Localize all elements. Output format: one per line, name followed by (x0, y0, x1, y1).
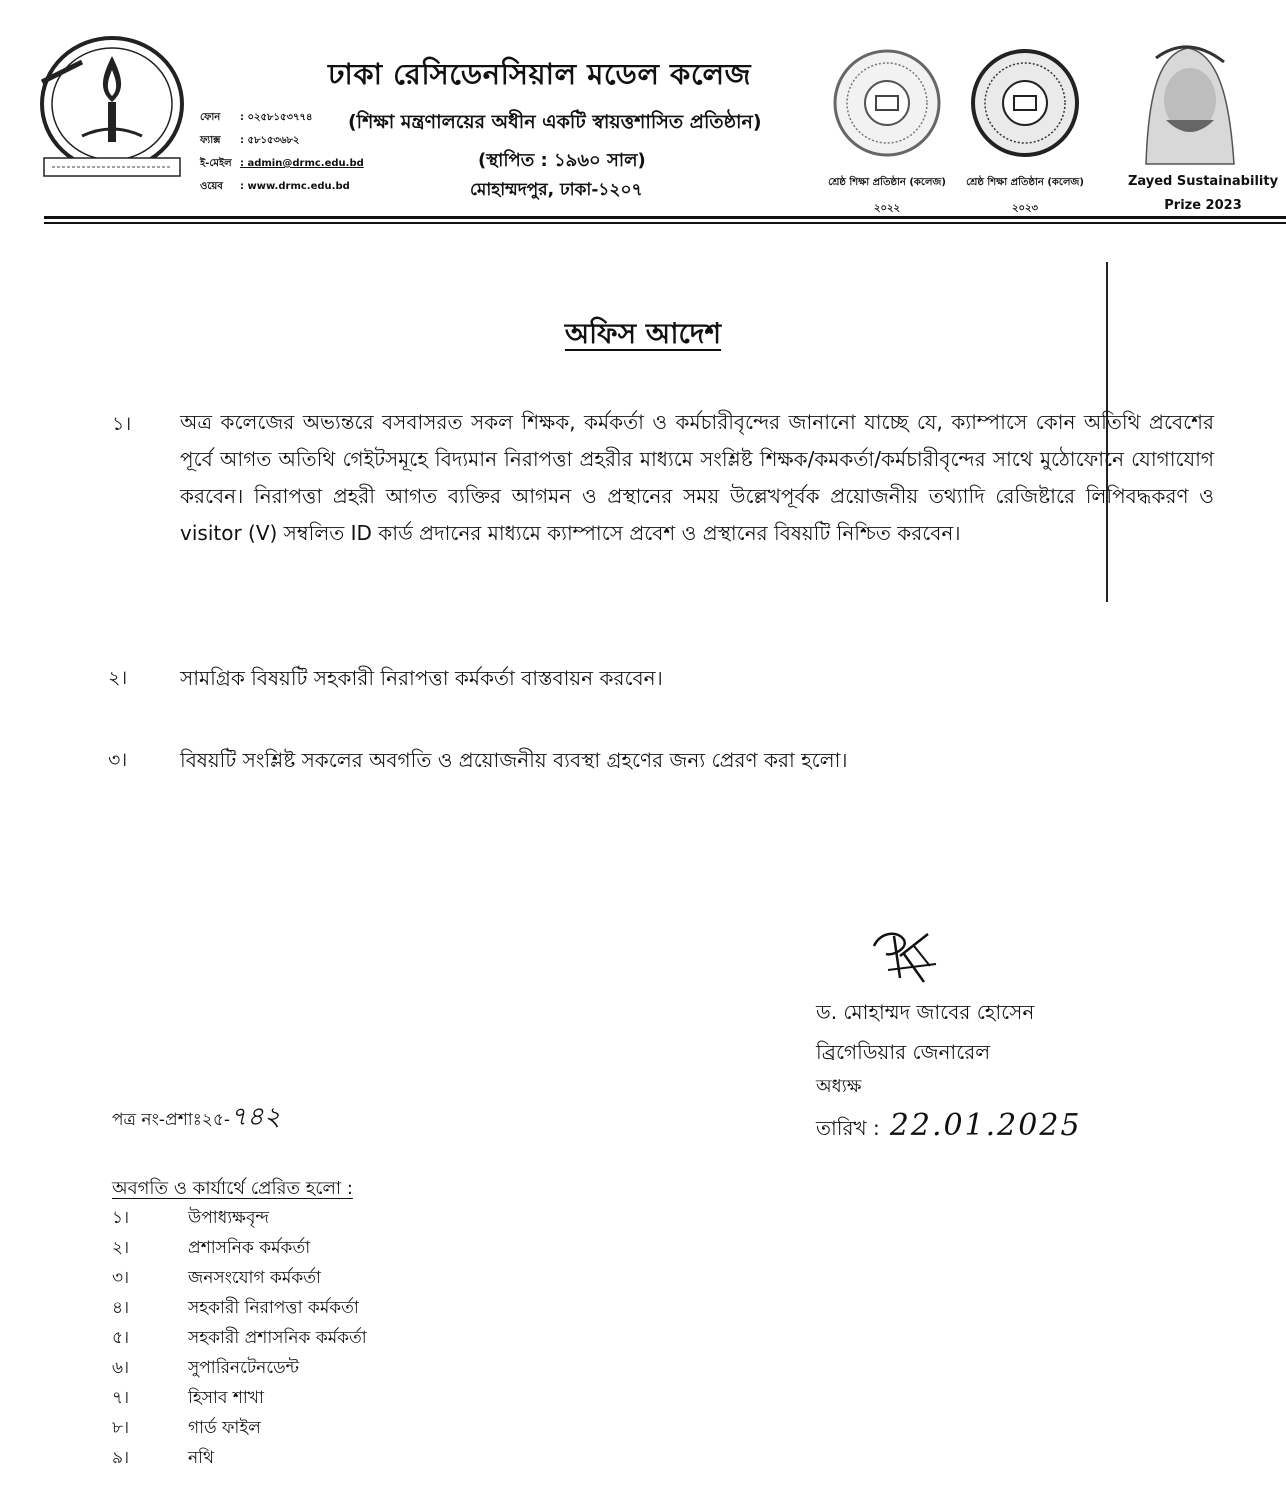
handwritten-signature (864, 926, 954, 986)
portrait-image (1126, 34, 1246, 174)
reference-label: পত্র নং-প্রশাঃ২৫- (112, 1110, 230, 1130)
contact-phone (200, 106, 364, 129)
list-item-label: সুপারিনটেনডেন্ট (188, 1358, 300, 1378)
issue-date (816, 1108, 1082, 1147)
contact-value: : ০২৫৮১৫৩৭৭৪ (240, 112, 313, 123)
signatory-name: ড. মোহাম্মদ জাবের হোসেন (816, 1000, 1035, 1024)
list-item-number: ১। (112, 1208, 130, 1228)
contact-web (200, 175, 364, 198)
college-logo (32, 26, 192, 186)
list-item-number: ৫। (112, 1328, 130, 1348)
list-item-number: ৬। (112, 1358, 130, 1378)
date-label: তারিখ : (816, 1116, 880, 1140)
award-seal-icon (970, 48, 1080, 158)
document-title-text: অফিস আদেশ (564, 317, 722, 350)
list-item (112, 1324, 367, 1354)
college-subtitle: (শিক্ষা মন্ত্রণালয়ের অধীন একটি স্বায়ত্তশাসিত প্রতিষ্ঠান) (348, 111, 762, 133)
list-item-label: উপাধ্যক্ষবৃন্দ (188, 1208, 270, 1228)
email-link[interactable]: : admin@drmc.edu.bd (240, 158, 364, 169)
distribution-list (112, 1204, 367, 1474)
list-item-label: নথি (188, 1448, 215, 1468)
prize-line: Zayed Sustainability (1127, 174, 1279, 189)
prize-year: Prize 2023 (1164, 198, 1242, 213)
list-item (112, 1354, 367, 1384)
document-title (0, 312, 1286, 359)
paragraph-number: ৩। (108, 749, 128, 771)
award-caption (812, 170, 962, 222)
list-item-number: ৪। (112, 1298, 130, 1318)
paragraph-text: সামগ্রিক বিষয়টি সহকারী নিরাপত্তা কর্মকর্তা বাস্তবায়ন করবেন। (180, 666, 663, 690)
list-item-label: সহকারী নিরাপত্তা কর্মকর্তা (188, 1298, 359, 1318)
award-caption (950, 170, 1100, 222)
contact-label: ই-মেইল (200, 158, 232, 169)
reference-number (112, 1096, 281, 1140)
header-divider-thin (44, 222, 1286, 224)
header-divider (44, 216, 1286, 219)
award-caption-line: শ্রেষ্ঠ শিক্ষা প্রতিষ্ঠান (কলেজ) (966, 177, 1084, 188)
established-year: (স্থাপিত : ১৯৬০ সাল) (478, 150, 646, 171)
prize-caption (1120, 170, 1286, 218)
web-link[interactable]: : www.drmc.edu.bd (240, 181, 350, 192)
list-item-label: হিসাব শাখা (188, 1388, 264, 1408)
award-caption-year: ২০২৩ (1011, 203, 1038, 214)
college-name: ঢাকা রেসিডেনসিয়াল মডেল কলেজ (328, 57, 752, 91)
reference-value: ৭৪২ (230, 1102, 281, 1132)
list-item (112, 1204, 367, 1234)
contact-value: : ৫৮১৫৩৬৮২ (240, 135, 300, 146)
list-item (112, 1414, 367, 1444)
list-item-label: সহকারী প্রশাসনিক কর্মকর্তা (188, 1328, 367, 1348)
list-item (112, 1264, 367, 1294)
list-item-label: প্রশাসনিক কর্মকর্তা (188, 1238, 311, 1258)
paragraph-number: ১। (112, 413, 132, 435)
date-value: 22.01.2025 (889, 1108, 1082, 1143)
award-caption-line: শ্রেষ্ঠ শিক্ষা প্রতিষ্ঠান (কলেজ) (828, 177, 946, 188)
signatory-title: অধ্যক্ষ (816, 1076, 862, 1097)
list-item-number: ৩। (112, 1268, 130, 1288)
list-item-number: ২। (112, 1238, 130, 1258)
list-item-label: জনসংযোগ কর্মকর্তা (188, 1268, 321, 1288)
list-item-number: ৮। (112, 1418, 130, 1438)
list-item (112, 1234, 367, 1264)
list-item-number: ৭। (112, 1388, 130, 1408)
contact-info (200, 106, 364, 198)
contact-label: ফ্যাক্স (200, 135, 221, 146)
signatory-rank: ব্রিগেডিয়ার জেনারেল (816, 1040, 991, 1064)
distribution-heading: অবগতি ও কার্যার্থে প্রেরিত হলো : (112, 1178, 353, 1199)
contact-label: ওয়েব (200, 181, 223, 192)
list-item (112, 1444, 367, 1474)
list-item-label: গার্ড ফাইল (188, 1418, 261, 1438)
award-seal-icon (832, 48, 942, 158)
paragraph-text: অত্র কলেজের অভ্যন্তরে বসবাসরত সকল শিক্ষক, কর্মকর্তা ও কর্মচারীবৃন্দের জানানো যাচ্ছে যে, ক্যাম্পাসে কোন অতিথি প্রবেশের পূর্বে আগত অতিথি গেইটসমূহে বিদ্যমান নিরাপত্তা প্রহরীর মাধ্যমে সংশ্লিষ্ট শিক্ষক/কমকর্তা/কর্মচারীবৃন্দের সাথে মুঠোফোনে যোগাযোগ করবেন। নিরাপত্তা প্রহরী আগত ব্যক্তির আগমন ও প্রস্থানের সময় উল্লেখপূর্বক প্রয়োজনীয় তথ্যাদি রেজিষ্টারে লিপিবদ্ধকরণ ও visitor (V) সম্বলিত ID কার্ড প্রদানের মাধ্যমে ক্যাম্পাসে প্রবেশ ও প্রস্থানের বিষয়টি নিশ্চিত করবেন। (180, 410, 1214, 545)
paragraph-number: ২। (108, 667, 128, 689)
paragraph-text: বিষয়টি সংশ্লিষ্ট সকলের অবগতি ও প্রয়োজনীয় ব্যবস্থা গ্রহণের জন্য প্রেরণ করা হলো। (180, 748, 848, 772)
contact-label: ফোন (200, 112, 221, 123)
list-item (112, 1294, 367, 1324)
college-address: মোহাম্মদপুর, ঢাকা-১২০৭ (470, 180, 643, 200)
award-caption-year: ২০২২ (873, 203, 900, 214)
contact-fax (200, 129, 364, 152)
contact-email (200, 152, 364, 175)
list-item (112, 1384, 367, 1414)
list-item-number: ৯। (112, 1448, 130, 1468)
